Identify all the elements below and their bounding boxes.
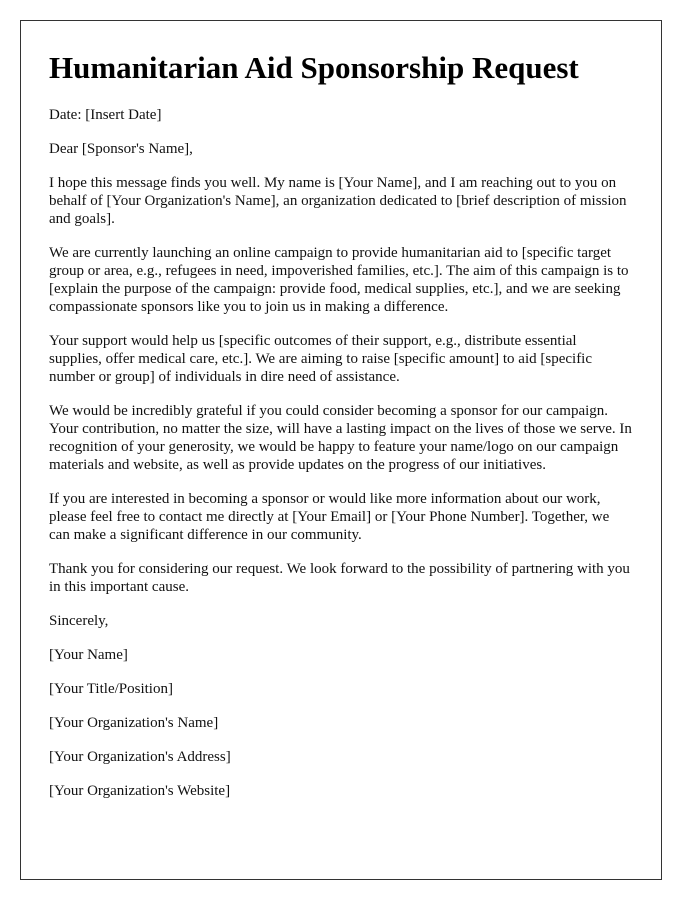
- body-paragraph-support: Your support would help us [specific outcomes of their support, e.g., distribute essential supplies, offer medical care, etc.]. We are aiming to raise [specific amount] to aid [specific number or group] of individuals in dire need of assistance.: [49, 333, 593, 386]
- signature-title: [Your Title/Position]: [49, 681, 173, 698]
- letter-page: [20, 20, 662, 880]
- body-paragraph-campaign: We are currently launching an online campaign to provide humanitarian aid to [specific target group or area, e.g., refugees in need, impoverished families, etc.]. The aim of this campaign is to [explain the purpose of the campaign: provide food, medical supplies, etc.], and we are seeking compassionate sponsors like you to join us in making a difference.: [49, 245, 629, 316]
- letter-salutation: Dear [Sponsor's Name],: [49, 141, 193, 158]
- letter-closing: Sincerely,: [49, 613, 109, 630]
- signature-website: [Your Organization's Website]: [49, 783, 231, 800]
- body-paragraph-sponsorship: We would be incredibly grateful if you could consider becoming a sponsor for our campaign. Your contribution, no matter the size, will have a lasting impact on the lives of those we serve. In recognition of your generosity, we would be happy to feature your name/logo on our campaign materials and website, as well as provide updates on the progress of our initiatives.: [49, 403, 632, 474]
- body-paragraph-thanks: Thank you for considering our request. We look forward to the possibility of partnering with you in this important cause.: [49, 561, 630, 596]
- letter-date: Date: [Insert Date]: [49, 107, 162, 124]
- signature-organization: [Your Organization's Name]: [49, 715, 219, 732]
- body-paragraph-intro: I hope this message finds you well. My name is [Your Name], and I am reaching out to you on behalf of [Your Organization's Name], an organization dedicated to [brief description of mission and goals].: [49, 175, 627, 228]
- signature-name: [Your Name]: [49, 647, 128, 664]
- letter-title: Humanitarian Aid Sponsorship Request: [49, 50, 579, 85]
- signature-address: [Your Organization's Address]: [49, 749, 231, 766]
- body-paragraph-contact: If you are interested in becoming a sponsor or would like more information about our work, please feel free to contact me directly at [Your Email] or [Your Phone Number]. Together, we can make a significant difference in our community.: [49, 491, 610, 544]
